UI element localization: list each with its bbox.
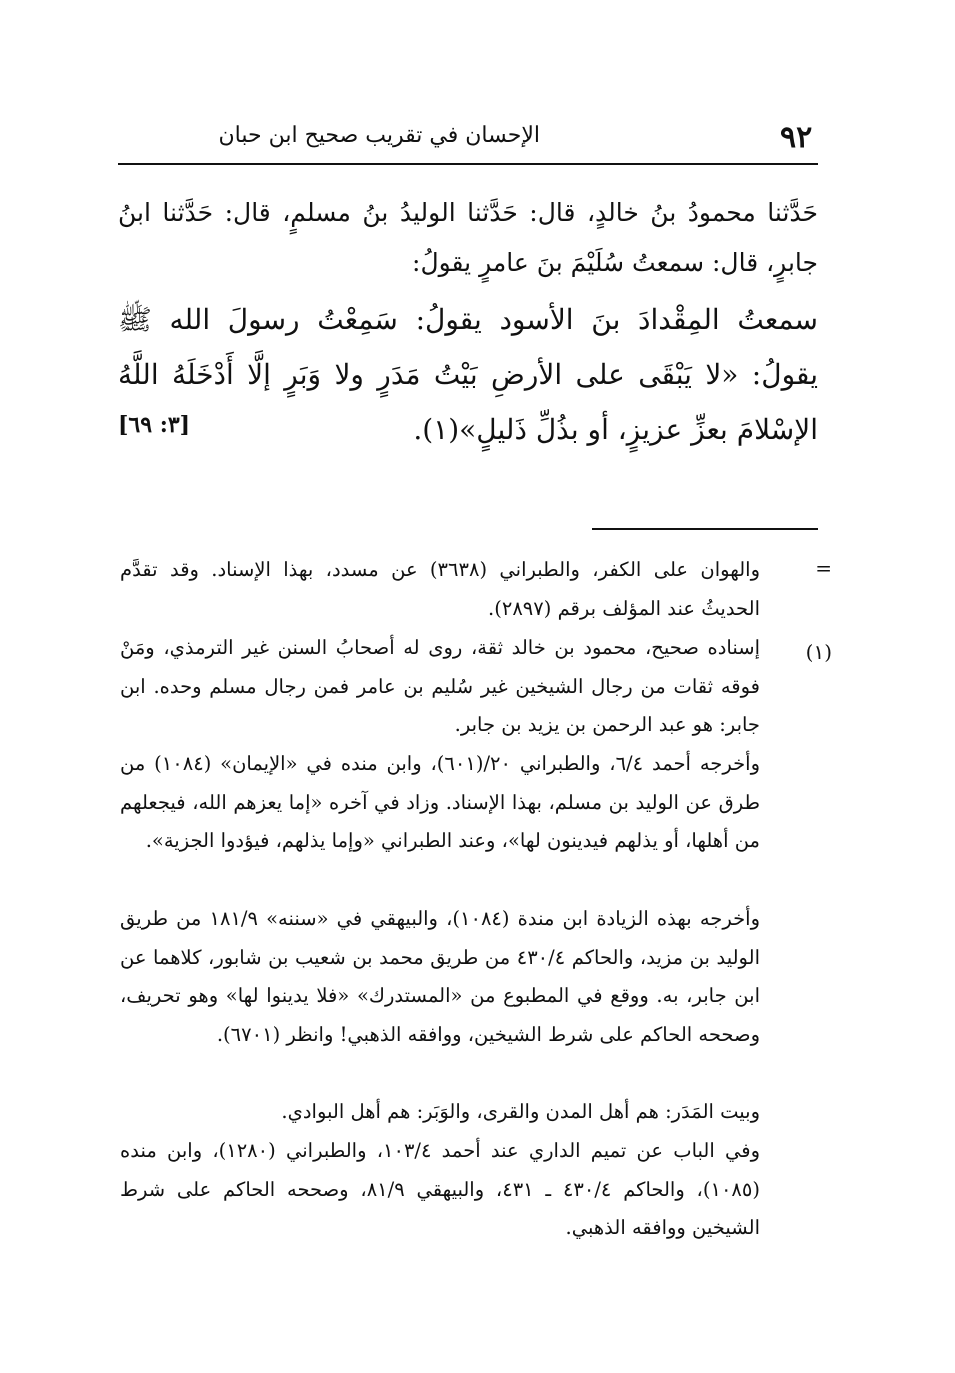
footnote-separator bbox=[592, 528, 818, 530]
footnote-continuation: والهوان على الكفر، والطبراني (٣٦٣٨) عن مسدد، بهذا الإسناد. وقد تقدَّم الحديثُ عند المؤلف برقم (٢٨٩٧). bbox=[120, 558, 760, 620]
continuation-marker: = bbox=[815, 556, 832, 580]
footnote-paragraph-5: وفي الباب عن تميم الداري عند أحمد ١٠٣/٤، والطبراني (١٢٨٠)، وابن منده (١٠٨٥)، والحاكم ٤٣٠/٤ ـ ٤٣١، والبيهقي ٨١/٩، وصححه الحاكم على شرط الشيخين ووافقه الذهبي. bbox=[120, 1139, 761, 1239]
footnote-paragraph-1: إسناده صحيح، محمود بن خالد ثقة، روى له أصحابُ السنن غير الترمذي، ومَنْ فوقه ثقات من رجال الشيخين غير سُليم بن عامر فمن رجال مسلم وحده. ابن جابر: هو عبد الرحمن بن يزيد بن جابر. bbox=[120, 636, 760, 736]
running-title: الإحسان في تقريب صحيح ابن حبان bbox=[218, 123, 540, 148]
hadith-isnad: حَدَّثنا محمودُ بنُ خالدٍ، قال: حَدَّثنا الوليدُ بنُ مسلمٍ، قال: حَدَّثنا ابنُ جابرٍ، قال: سمعتُ سُلَيْمَ بنَ عامرٍ يقولُ: bbox=[118, 198, 818, 277]
footnote-paragraph-2: وأخرجه أحمد ٦/٤، والطبراني ٢٠/(٦٠١)، وابن منده في «الإيمان» (١٠٨٤) من طرق عن الوليد بن مسلم، بهذا الإسناد. وزاد في آخره «إما يعزهم الله، فيجعلهم من أهلها، أو يذلهم فيدينون لها»، وعند الطبراني «وإما يذلهم، فيؤدوا الجزية». bbox=[120, 752, 760, 852]
hadith-matn: سمعتُ المِقْدادَ بنَ الأسود يقولُ: سَمِعْتُ رسولَ الله ﷺ يقولُ: «لا يَبْقَى على الأرضِ بَيْتُ مَدَرٍ ولا وَبَرٍ إلَّا أَدْخَلَهُ اللَّهُ الإسْلامَ بعزِّ عزيزٍ، أو بذُلِّ ذَليلٍ»(١). bbox=[118, 303, 818, 446]
header-rule bbox=[118, 163, 818, 165]
footnote-paragraph-4: وبيت المَدَر: هم أهل المدن والقرى، والوَبَر: هم أهل البوادي. bbox=[281, 1100, 760, 1123]
hadith-reference: [٣: ٦٩] bbox=[118, 412, 191, 438]
footnote-paragraph-3: وأخرجه بهذه الزيادة ابن مندة (١٠٨٤)، والبيهقي في «سننه» ١٨١/٩ من طريق الوليد بن مزيد، والحاكم ٤٣٠/٤ من طريق محمد بن شعيب بن شابور، كلاهما عن ابن جابر، به. ووقع في المطبوع من «المستدرك» «فلا يدينوا لها» وهو تحريف، وصححه الحاكم على شرط الشيخين، ووافقه الذهبي! وانظر (٦٧٠١). bbox=[120, 907, 760, 1046]
footnote-marker: (١) bbox=[805, 640, 832, 664]
page-number: ٩٢ bbox=[780, 120, 813, 155]
